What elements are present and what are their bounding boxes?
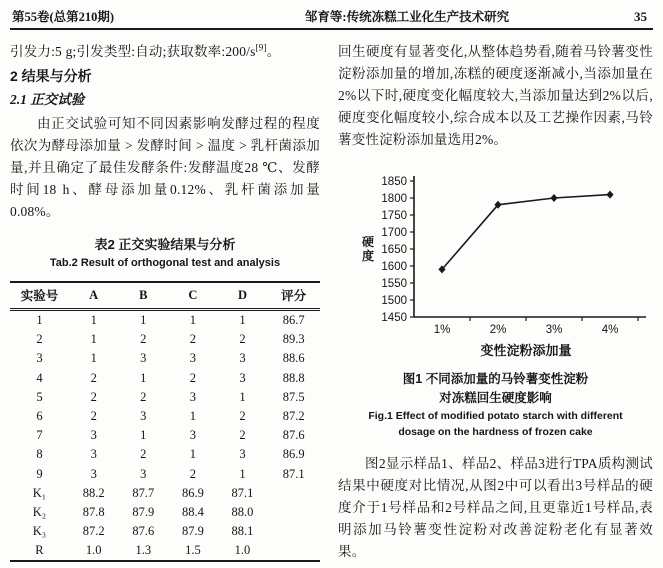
hardness-line-chart bbox=[338, 167, 653, 363]
table-cell: 1.5 bbox=[185, 543, 201, 558]
running-header bbox=[10, 5, 653, 30]
orthogonal-paragraph: 由正交试验可知不同因素影响发酵过程的程度依次为酵母添加量 > 发酵时间 > 温度 > 乳杆菌添加量,并且确定了最佳发酵条件:发酵温度28 ℃、发酵时间18 h、酵母添加量0.12%、乳杆菌添加量0.08%。 bbox=[10, 116, 320, 219]
table-cell: 88.8 bbox=[282, 370, 305, 385]
table-header-cell: 评分 bbox=[267, 282, 320, 310]
table-cell: 1.3 bbox=[135, 543, 152, 558]
table-cell: 1 bbox=[189, 313, 196, 328]
table-cell: 1 bbox=[239, 466, 246, 481]
table-cell: 2 bbox=[36, 332, 43, 347]
series-line bbox=[442, 195, 610, 270]
table-cell bbox=[267, 522, 320, 541]
figure-caption-zh-line2: 对冻糕回生硬度影响 bbox=[439, 391, 552, 405]
x-tick-label: 4% bbox=[601, 324, 619, 336]
table-row bbox=[10, 426, 320, 445]
table-row bbox=[10, 407, 320, 426]
table-cell: 1 bbox=[140, 428, 147, 443]
table-cell: 3 bbox=[90, 428, 97, 443]
table-cell: 1 bbox=[189, 409, 196, 424]
citation-superscript: [9] bbox=[255, 42, 267, 53]
table-cell: 2 bbox=[140, 332, 147, 347]
table-cell: 2 bbox=[189, 332, 196, 347]
table-cell: 2 bbox=[90, 370, 97, 385]
y-tick-label: 1850 bbox=[381, 176, 407, 188]
subsection-heading: 2.1 正交试验 bbox=[10, 92, 85, 107]
table-cell: 88.4 bbox=[181, 504, 204, 519]
table-cell: 3 bbox=[239, 370, 246, 385]
table-cell: 2 bbox=[239, 409, 246, 424]
table-row bbox=[10, 541, 320, 561]
table-cell: 87.5 bbox=[282, 389, 305, 404]
table-cell: 2 bbox=[140, 447, 147, 462]
y-tick-label: 1750 bbox=[381, 210, 407, 222]
x-axis-label: 变性淀粉添加量 bbox=[480, 343, 572, 358]
figure-caption-en-line2: dosage on the hardness of frozen cake bbox=[398, 426, 593, 438]
table-cell: 87.2 bbox=[82, 524, 105, 539]
intro-line bbox=[10, 41, 320, 63]
table-cell: 1 bbox=[140, 313, 147, 328]
journal-volume-info: 第55卷(总第210期) bbox=[12, 10, 115, 24]
table-cell: 2 bbox=[189, 466, 196, 481]
table-cell: 1 bbox=[90, 351, 97, 366]
tpa-paragraph: 图2显示样品1、样品2、样品3进行TPA质构测试结果中硬度对比情况,从图2中可以看出3号样品的硬度介于1号样品和2号样品之间,且更靠近1号样品,表明添加马铃薯变性淀粉对改善淀粉老化有显著效果。 bbox=[338, 456, 653, 559]
figure-1 bbox=[338, 167, 653, 440]
table-cell: 88.0 bbox=[231, 504, 254, 519]
table-cell: 87.6 bbox=[282, 428, 305, 443]
x-tick-label: 1% bbox=[433, 324, 451, 336]
table-row bbox=[10, 330, 320, 349]
page-number: 35 bbox=[634, 9, 647, 24]
y-tick-label: 1800 bbox=[381, 193, 407, 205]
table-cell: 2 bbox=[140, 389, 147, 404]
x-tick-label: 2% bbox=[489, 324, 507, 336]
table-cell: 86.7 bbox=[282, 313, 305, 328]
table-cell: 6 bbox=[36, 409, 43, 424]
intro-period: 。 bbox=[266, 44, 281, 59]
right-column bbox=[338, 41, 653, 563]
table-cell: 5 bbox=[36, 389, 43, 404]
table-cell: 89.3 bbox=[282, 332, 305, 347]
table-cell: 3 bbox=[189, 351, 196, 366]
table-caption-en: Tab.2 Result of orthogonal test and analysis bbox=[49, 257, 281, 269]
table-header-cell: D bbox=[218, 282, 268, 310]
table-cell: 2 bbox=[239, 428, 246, 443]
table-row bbox=[10, 388, 320, 407]
y-tick-label: 1700 bbox=[381, 227, 407, 239]
table-cell: 2 bbox=[90, 409, 97, 424]
table-cell: K₃ bbox=[32, 524, 47, 539]
y-axis-label: 硬 bbox=[361, 235, 375, 249]
table-cell: 8 bbox=[36, 447, 43, 462]
y-tick-label: 1650 bbox=[381, 244, 407, 256]
table-row bbox=[10, 503, 320, 522]
table-cell: K₂ bbox=[32, 504, 47, 519]
table-header-cell: 实验号 bbox=[10, 282, 69, 310]
table-cell: 2 bbox=[90, 389, 97, 404]
intro-text: 引发力:5 g;引发类型:自动;获取数率:200/s bbox=[10, 44, 256, 59]
table-cell: 1 bbox=[189, 447, 196, 462]
table-cell: 3 bbox=[140, 351, 147, 366]
running-title: 邹育等:传统冻糕工业化生产技术研究 bbox=[304, 10, 510, 24]
table-row bbox=[10, 369, 320, 388]
data-point-marker bbox=[606, 191, 613, 199]
table-cell: 3 bbox=[140, 466, 147, 481]
hardness-paragraph: 回生硬度有显著变化,从整体趋势看,随着马铃薯变性淀粉添加量的增加,冻糕的硬度逐渐减小,当添加量在2%以下时,硬度变化幅度较大,当添加量达到2%以后,硬度变化幅度较小,综合成本以及工艺操作因素,马铃薯变性淀粉添加量选用2%。 bbox=[338, 44, 653, 147]
table-header-cell: A bbox=[69, 282, 119, 310]
table-cell: K₁ bbox=[32, 485, 47, 500]
table-cell: 1 bbox=[90, 332, 97, 347]
table-cell: 1 bbox=[90, 313, 97, 328]
table-cell: 87.7 bbox=[132, 485, 155, 500]
table-cell: 1 bbox=[36, 313, 43, 328]
table-cell: 1 bbox=[239, 389, 246, 404]
table-cell: 3 bbox=[239, 447, 246, 462]
table-cell: 86.9 bbox=[181, 485, 204, 500]
table-cell: 1.0 bbox=[234, 543, 251, 558]
table-cell: 1 bbox=[140, 370, 147, 385]
table-header-cell: C bbox=[168, 282, 218, 310]
table-cell: 9 bbox=[36, 466, 43, 481]
y-tick-label: 1450 bbox=[381, 312, 407, 324]
data-point-marker bbox=[550, 194, 557, 202]
table-cell bbox=[267, 484, 320, 503]
table-cell: 7 bbox=[36, 428, 43, 443]
left-column bbox=[10, 41, 320, 563]
table-cell: 2 bbox=[239, 332, 246, 347]
table-cell: 88.2 bbox=[82, 485, 105, 500]
table-cell: 87.2 bbox=[282, 409, 305, 424]
y-tick-label: 1600 bbox=[381, 261, 407, 273]
table-cell: 87.9 bbox=[132, 504, 155, 519]
two-column-content bbox=[10, 30, 653, 563]
table-header-row bbox=[10, 282, 320, 310]
table-cell: 3 bbox=[90, 466, 97, 481]
table-cell: 3 bbox=[189, 389, 196, 404]
table-row bbox=[10, 484, 320, 503]
table-cell: 87.6 bbox=[132, 524, 155, 539]
table-cell: 3 bbox=[36, 351, 43, 366]
table-cell: 87.8 bbox=[82, 504, 105, 519]
x-tick-label: 3% bbox=[545, 324, 563, 336]
table-cell: R bbox=[35, 543, 44, 558]
table-caption-zh: 表2 正交实验结果与分析 bbox=[94, 237, 236, 252]
table-cell: 3 bbox=[90, 447, 97, 462]
table-row bbox=[10, 310, 320, 331]
table-row bbox=[10, 349, 320, 368]
y-tick-label: 1550 bbox=[381, 278, 407, 290]
table-cell: 88.1 bbox=[231, 524, 254, 539]
table-cell: 87.1 bbox=[282, 466, 305, 481]
table-cell: 3 bbox=[189, 428, 196, 443]
table-cell: 2 bbox=[189, 370, 196, 385]
table-row bbox=[10, 522, 320, 541]
table-cell: 87.1 bbox=[231, 485, 254, 500]
table-cell: 3 bbox=[239, 351, 246, 366]
figure-caption-en-line1: Fig.1 Effect of modified potato starch with different bbox=[368, 410, 623, 422]
table-row bbox=[10, 465, 320, 484]
orthogonal-table-body bbox=[10, 310, 320, 562]
table-cell: 1 bbox=[239, 313, 246, 328]
section-heading: 2 结果与分析 bbox=[10, 68, 92, 84]
orthogonal-results-table bbox=[10, 281, 320, 562]
figure-caption-zh-line1: 图1 不同添加量的马铃薯变性淀粉 bbox=[402, 372, 589, 386]
table-cell: 87.9 bbox=[181, 524, 204, 539]
table-cell: 3 bbox=[140, 409, 147, 424]
table-cell: 88.6 bbox=[282, 351, 305, 366]
table-cell: 86.9 bbox=[282, 447, 305, 462]
table-header-cell: B bbox=[118, 282, 168, 310]
y-tick-label: 1500 bbox=[381, 295, 407, 307]
table-cell bbox=[267, 541, 320, 561]
table-row bbox=[10, 445, 320, 464]
table-cell bbox=[267, 503, 320, 522]
table-cell: 1.0 bbox=[85, 543, 102, 558]
y-axis-label: 度 bbox=[361, 249, 375, 263]
table-cell: 4 bbox=[36, 370, 43, 385]
